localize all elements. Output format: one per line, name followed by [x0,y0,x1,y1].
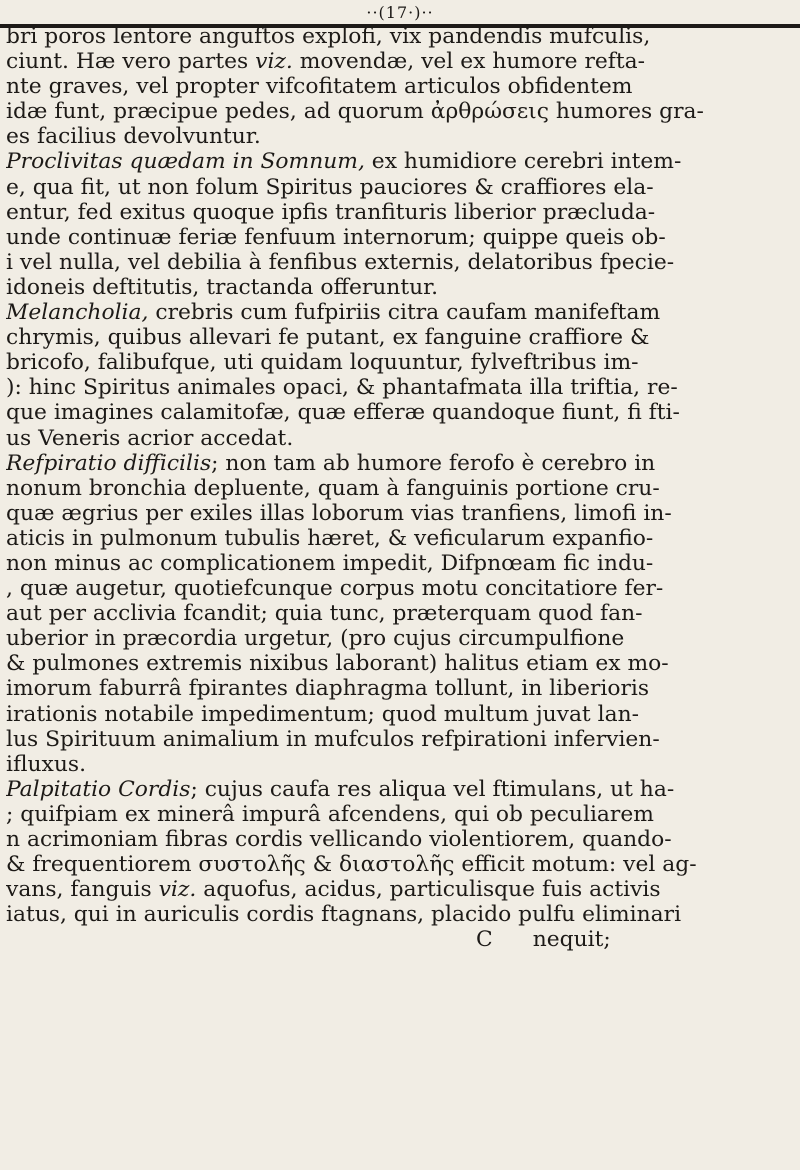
text-segment: ciunt. Hæ vero partes [6,49,256,75]
text-line [6,175,796,200]
text-segment: ; non tam ab humore ferofo è cerebro in [211,450,656,476]
text-line [6,777,796,802]
text-segment: nte graves, vel propter vifcofitatem articulos obfidentem [6,74,633,100]
text-segment: i vel nulla, vel debilia à fenfibus externis, delatoribus fpecie- [6,249,675,275]
text-segment: uberior in præcordia urgetur, (pro cujus circumpulfione [6,626,625,652]
text-segment: que imagines calamitofæ, quæ efferæ quandoque fiunt, fi fti- [6,400,680,426]
text-segment: aut per acclivia fcandit; quia tunc, præterquam quod fan- [6,601,643,627]
text-segment: unde continuæ feriæ fenfuum internorum; quippe queis ob- [6,224,666,250]
signature-line [6,927,796,952]
text-segment: imorum faburrâ fpirantes diaphragma tollunt, in liberioris [6,676,650,702]
text-line [6,601,796,626]
text-line [6,250,796,275]
catchword: nequit; [532,927,611,953]
text-line [6,49,796,74]
text-segment: iatus, qui in auriculis cordis ftagnans, placido pulfu eliminari [6,902,682,928]
text-segment: entur, fed exitus quoque ipfis tranfituris liberior præcluda- [6,199,656,225]
text-line [6,551,796,576]
text-line [6,225,796,250]
text-segment: bricofo, falibufque, uti quidam loquuntur, fylveftribus im- [6,350,639,376]
text-segment: & frequentiorem συστολῆς & διαστολῆς efficit motum: vel ag- [6,852,697,878]
text-segment: lus Spirituum animalium in mufculos refpirationi infervien- [6,726,660,752]
text-line [6,375,796,400]
text-segment: es facilius devolvuntur. [6,124,261,150]
text-line [6,702,796,727]
text-line [6,426,796,451]
text-line [6,275,796,300]
text-line [6,676,796,701]
text-line [6,651,796,676]
text-segment: & pulmones extremis nixibus laborant) halitus etiam ex mo- [6,651,669,677]
text-segment: vans, fanguis [6,877,159,903]
text-line [6,149,796,174]
text-segment: us Veneris acrior accedat. [6,425,294,451]
text-segment: e, qua fit, ut non folum Spiritus pauciores & craffiores ela- [6,174,654,200]
text-line [6,24,796,49]
text-line [6,877,796,902]
page-header: ··(17·)·· [366,3,434,22]
text-segment: irationis notabile impedimentum; quod multum juvat lan- [6,701,639,727]
text-segment: ifluxus. [6,751,86,777]
text-line [6,74,796,99]
text-segment: idæ funt, præcipue pedes, ad quorum ἀρθρώσεις humores gra- [6,99,704,125]
text-segment: ; cujus caufa res aliqua vel ftimulans, ut ha- [190,776,675,802]
text-line [6,501,796,526]
text-line [6,99,796,124]
text-segment: idoneis deftitutis, tractanda offeruntur. [6,274,439,300]
text-segment: n acrimoniam fibras cordis vellicando violentiorem, quando- [6,827,672,852]
text-segment: Melancholia, [6,300,149,326]
text-segment: nonum bronchia depluente, quam à fanguinis portione cru- [6,475,660,501]
text-segment: movendæ, vel ex humore refta- [292,49,645,75]
text-segment: ): hinc Spiritus animales opaci, & phantafmata illa triftia, re- [6,375,678,401]
text-line [6,300,796,325]
text-segment: viz. [158,877,197,903]
text-line [6,902,796,927]
text-line [6,200,796,225]
text-segment: aquofus, acidus, particulisque fuis activis [196,877,661,903]
text-line [6,727,796,752]
text-line [6,626,796,651]
text-line [6,852,796,877]
text-segment: quæ ægrius per exiles illas loborum vias tranfiens, limofi in- [6,500,672,526]
text-segment: non minus ac complicationem impedit, Difpnœam fic indu- [6,550,654,576]
text-segment: Palpitatio Cordis [6,776,191,802]
text-segment: ex humidiore cerebri intem- [364,149,682,175]
text-line [6,124,796,149]
body-text [6,24,796,952]
text-segment: Proclivitas quædam in Somnum, [6,149,365,175]
text-line [6,827,796,852]
signature-mark: C [476,927,493,953]
text-line [6,325,796,350]
text-line [6,350,796,375]
text-segment: chrymis, quibus allevari fe putant, ex fanguine craffiore & [6,325,650,351]
text-segment: Refpiratio difficilis [6,450,212,476]
text-line [6,802,796,827]
text-line [6,476,796,501]
text-line [6,451,796,476]
text-line [6,576,796,601]
text-segment: bri poros lentore anguftos explofi, vix pandendis mufculis, [6,24,651,49]
text-line [6,526,796,551]
text-line [6,400,796,425]
text-segment: aticis in pulmonum tubulis hæret, & veficularum expanfio- [6,525,654,551]
text-segment: ; quifpiam ex minerâ impurâ afcendens, qui ob peculiarem [6,801,654,827]
text-line [6,752,796,777]
text-segment: viz. [255,49,293,75]
text-segment: crebris cum fufpiriis citra caufam manifeftam [148,300,661,326]
text-segment: , quæ augetur, quotiefcunque corpus motu concitatiore fer- [6,576,664,602]
